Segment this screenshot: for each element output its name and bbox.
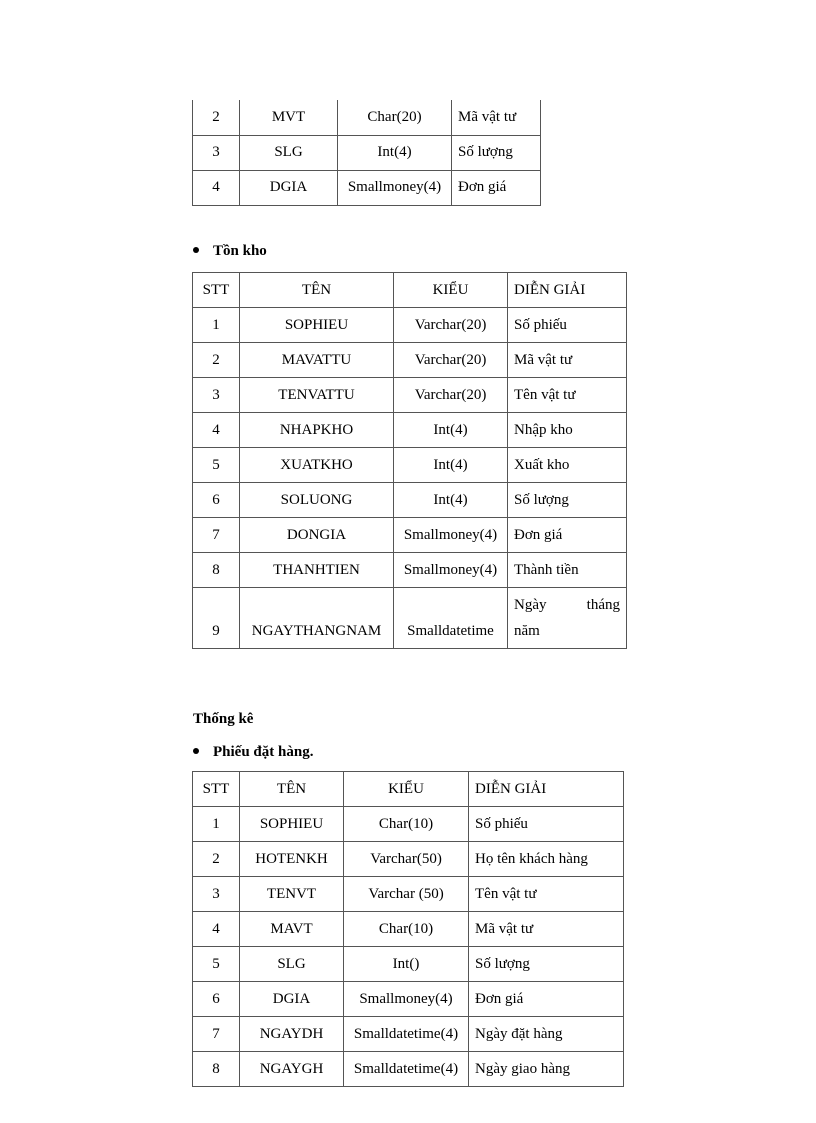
cell-dien-giai: Họ tên khách hàng [469,842,624,877]
cell-stt: 2 [193,343,240,378]
cell-kieu: Int() [344,947,469,982]
cell-dien-giai: Số lượng [452,135,541,170]
cell-ten: SOLUONG [240,483,394,518]
cell-ten: SLG [240,135,338,170]
cell-kieu: Int(4) [338,135,452,170]
cell-ten: SLG [240,947,344,982]
cell-ten: DONGIA [240,518,394,553]
cell-kieu: Int(4) [394,413,508,448]
cell-stt: 8 [193,553,240,588]
cell-stt: 9 [193,588,240,649]
cell-dien-giai: Đơn giá [469,982,624,1017]
cell-dien-giai: Số phiếu [469,807,624,842]
table-row [193,518,627,553]
cell-stt: 4 [193,170,240,205]
bullet-label: Phiếu đặt hàng. [213,744,314,760]
dien-giai-line-2: năm [514,623,540,639]
cell-ten: NGAYDH [240,1017,344,1052]
header-dien-giai: DIỄN GIẢI [508,273,627,308]
dien-giai-word: tháng [586,597,620,613]
cell-dien-giai [508,588,627,649]
table-row [193,170,541,205]
cell-dien-giai: Đơn giá [452,170,541,205]
table-header-row [193,772,624,807]
cell-dien-giai: Số lượng [508,483,627,518]
cell-kieu: Int(4) [394,483,508,518]
table-row [193,1017,624,1052]
cell-kieu: Char(10) [344,912,469,947]
cell-dien-giai: Số phiếu [508,308,627,343]
table-row [193,483,627,518]
cell-stt: 4 [193,413,240,448]
cell-kieu: Varchar(50) [344,842,469,877]
table-row [193,807,624,842]
bullet-label: Tồn kho [213,243,267,259]
cell-dien-giai: Mã vật tư [452,100,541,135]
cell-stt: 2 [193,842,240,877]
cell-stt: 4 [193,912,240,947]
cell-stt: 6 [193,982,240,1017]
cell-ten: TENVATTU [240,378,394,413]
cell-kieu: Smalldatetime(4) [344,1052,469,1087]
table-phieu-dat-hang [192,771,624,1087]
cell-ten: TENVT [240,877,344,912]
cell-ten: THANHTIEN [240,553,394,588]
cell-ten: DGIA [240,170,338,205]
table-row [193,553,627,588]
table-row [193,982,624,1017]
dien-giai-line-1 [514,592,620,618]
cell-dien-giai: Ngày giao hàng [469,1052,624,1087]
cell-dien-giai: Xuất kho [508,448,627,483]
header-ten: TÊN [240,772,344,807]
cell-kieu: Int(4) [394,448,508,483]
table-row [193,135,541,170]
cell-ten: NGAYGH [240,1052,344,1087]
cell-stt: 3 [193,877,240,912]
cell-kieu: Char(10) [344,807,469,842]
cell-ten: MAVATTU [240,343,394,378]
cell-stt: 5 [193,947,240,982]
cell-dien-giai: Tên vật tư [508,378,627,413]
header-stt: STT [193,273,240,308]
table-row [193,912,624,947]
cell-stt: 3 [193,135,240,170]
cell-ten: NGAYTHANGNAM [240,588,394,649]
bullet-dot-icon [193,247,199,253]
table-row [193,343,627,378]
cell-ten: SOPHIEU [240,308,394,343]
cell-stt: 2 [193,100,240,135]
table-row [193,448,627,483]
table-ton-kho [192,272,627,649]
cell-ten: SOPHIEU [240,807,344,842]
table-row [193,308,627,343]
header-dien-giai: DIỄN GIẢI [469,772,624,807]
table-row [193,413,627,448]
cell-kieu: Varchar(20) [394,343,508,378]
header-kieu: KIỂU [344,772,469,807]
bullet-ton-kho [193,243,267,260]
cell-kieu: Varchar (50) [344,877,469,912]
cell-stt: 7 [193,518,240,553]
table-row [193,842,624,877]
cell-kieu: Char(20) [338,100,452,135]
table-header-row [193,273,627,308]
cell-dien-giai: Tên vật tư [469,877,624,912]
cell-stt: 8 [193,1052,240,1087]
cell-kieu: Smallmoney(4) [394,553,508,588]
cell-stt: 3 [193,378,240,413]
cell-dien-giai: Đơn giá [508,518,627,553]
table-row [193,947,624,982]
cell-kieu: Varchar(20) [394,378,508,413]
table-row [193,588,627,649]
cell-dien-giai: Ngày đặt hàng [469,1017,624,1052]
table-continued [192,100,541,206]
cell-stt: 1 [193,807,240,842]
table-row [193,877,624,912]
header-kieu: KIỂU [394,273,508,308]
header-stt: STT [193,772,240,807]
cell-ten: MVT [240,100,338,135]
cell-stt: 7 [193,1017,240,1052]
cell-ten: HOTENKH [240,842,344,877]
cell-dien-giai: Mã vật tư [469,912,624,947]
bullet-dot-icon [193,748,199,754]
cell-ten: XUATKHO [240,448,394,483]
dien-giai-word: Ngày [514,597,547,613]
cell-kieu: Smallmoney(4) [344,982,469,1017]
cell-ten: MAVT [240,912,344,947]
cell-dien-giai: Mã vật tư [508,343,627,378]
cell-ten: DGIA [240,982,344,1017]
cell-ten: NHAPKHO [240,413,394,448]
cell-kieu: Smallmoney(4) [394,518,508,553]
cell-kieu: Varchar(20) [394,308,508,343]
cell-dien-giai: Nhập kho [508,413,627,448]
cell-kieu: Smalldatetime(4) [344,1017,469,1052]
cell-kieu: Smallmoney(4) [338,170,452,205]
header-ten: TÊN [240,273,394,308]
cell-kieu: Smalldatetime [394,588,508,649]
table-row [193,100,541,135]
table-row [193,1052,624,1087]
cell-dien-giai: Thành tiền [508,553,627,588]
cell-stt: 1 [193,308,240,343]
cell-stt: 6 [193,483,240,518]
cell-stt: 5 [193,448,240,483]
section-heading-thong-ke: Thống kê [193,711,254,727]
bullet-phieu-dat-hang [193,744,313,761]
table-row [193,378,627,413]
cell-dien-giai: Số lượng [469,947,624,982]
